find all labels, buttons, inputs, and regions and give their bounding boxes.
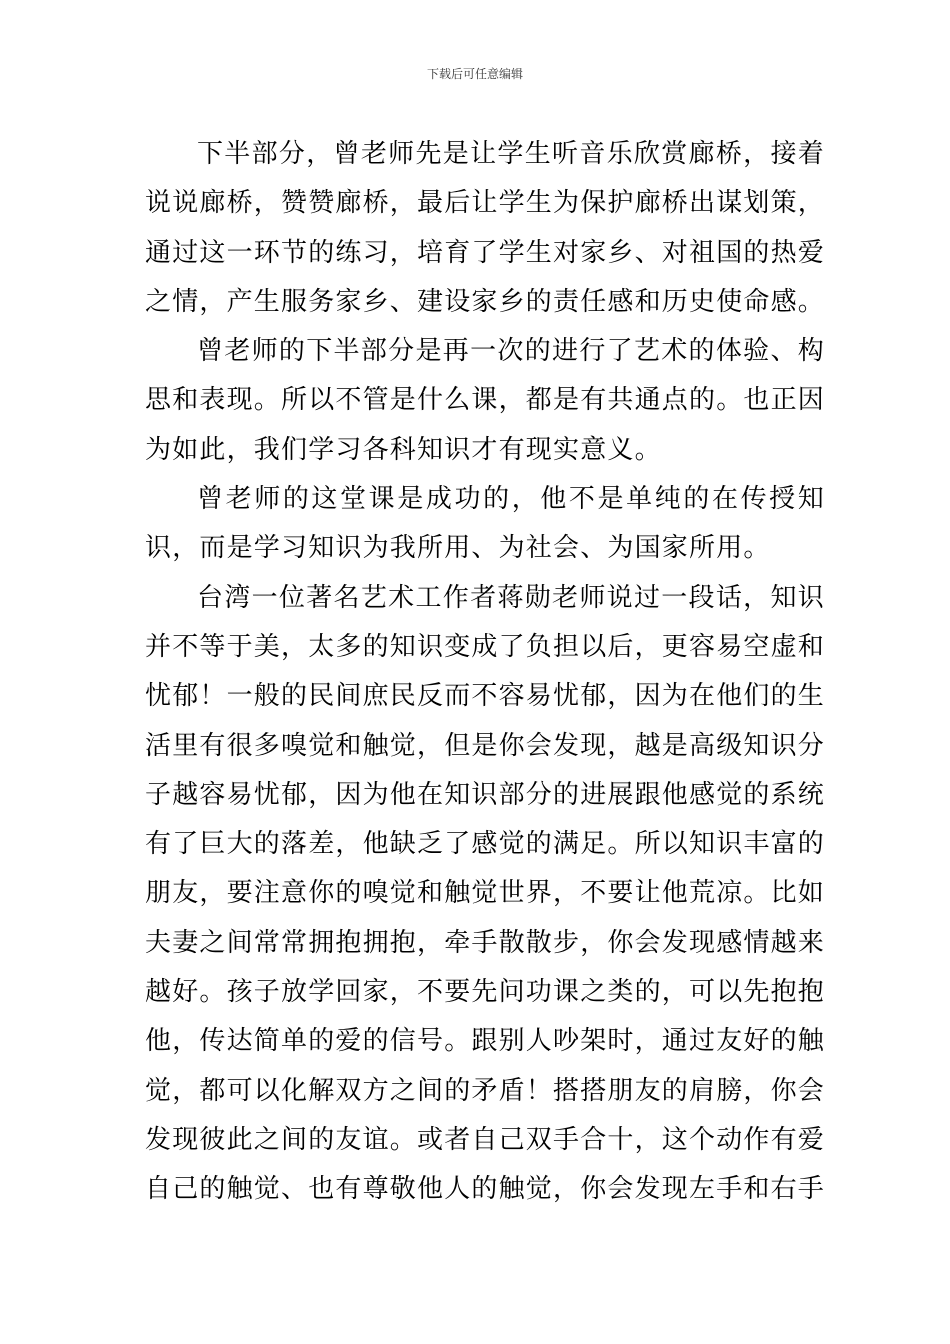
paragraph-2: 曾老师的下半部分是再一次的进行了艺术的体验、构思和表现。所以不管是什么课，都是有共通点的。也正因为如此，我们学习各科知识才有现实意义。 xyxy=(145,336,826,465)
paragraph-3: 曾老师的这堂课是成功的，他不是单纯的在传授知识，而是学习知识为我所用、为社会、为国家所用。 xyxy=(145,484,825,564)
paragraph-1: 下半部分，曾老师先是让学生听音乐欣赏廊桥，接着说说廊桥，赞赞廊桥，最后让学生为保护廊桥出谋划策，通过这一环节的练习，培育了学生对家乡、对祖国的热爱之情，产生服务家乡、建设家乡的责任感和历史使命感。 xyxy=(145,139,826,317)
paragraph-4: 台湾一位著名艺术工作者蒋勋老师说过一段话，知识并不等于美，太多的知识变成了负担以后，更容易空虚和忧郁！一般的民间庶民反而不容易忧郁，因为在他们的生活里有很多嗅觉和触觉，但是你会发现，越是高级知识分子越容易忧郁，因为他在知识部分的进展跟他感觉的系统有了巨大的落差，他缺乏了感觉的满足。所以知识丰富的朋友，要注意你的嗅觉和触觉世界，不要让他荒凉。比如夫妻之间常常拥抱拥抱，牵手散散步，你会发现感情越来越好。孩子放学回家，不要先问功课之类的，可以先抱抱他，传达简单的爱的信号。跟别人吵架时，通过友好的触觉，都可以化解双方之间的矛盾！搭搭朋友的肩膀，你会发现彼此之间的友谊。或者自己双手合十，这个动作有爱自己的触觉、也有尊敬他人的触觉，你会发现左手和右手 xyxy=(145,582,826,1205)
page-header: 下载后可任意编辑 xyxy=(426,67,523,81)
document-body xyxy=(145,130,825,1215)
